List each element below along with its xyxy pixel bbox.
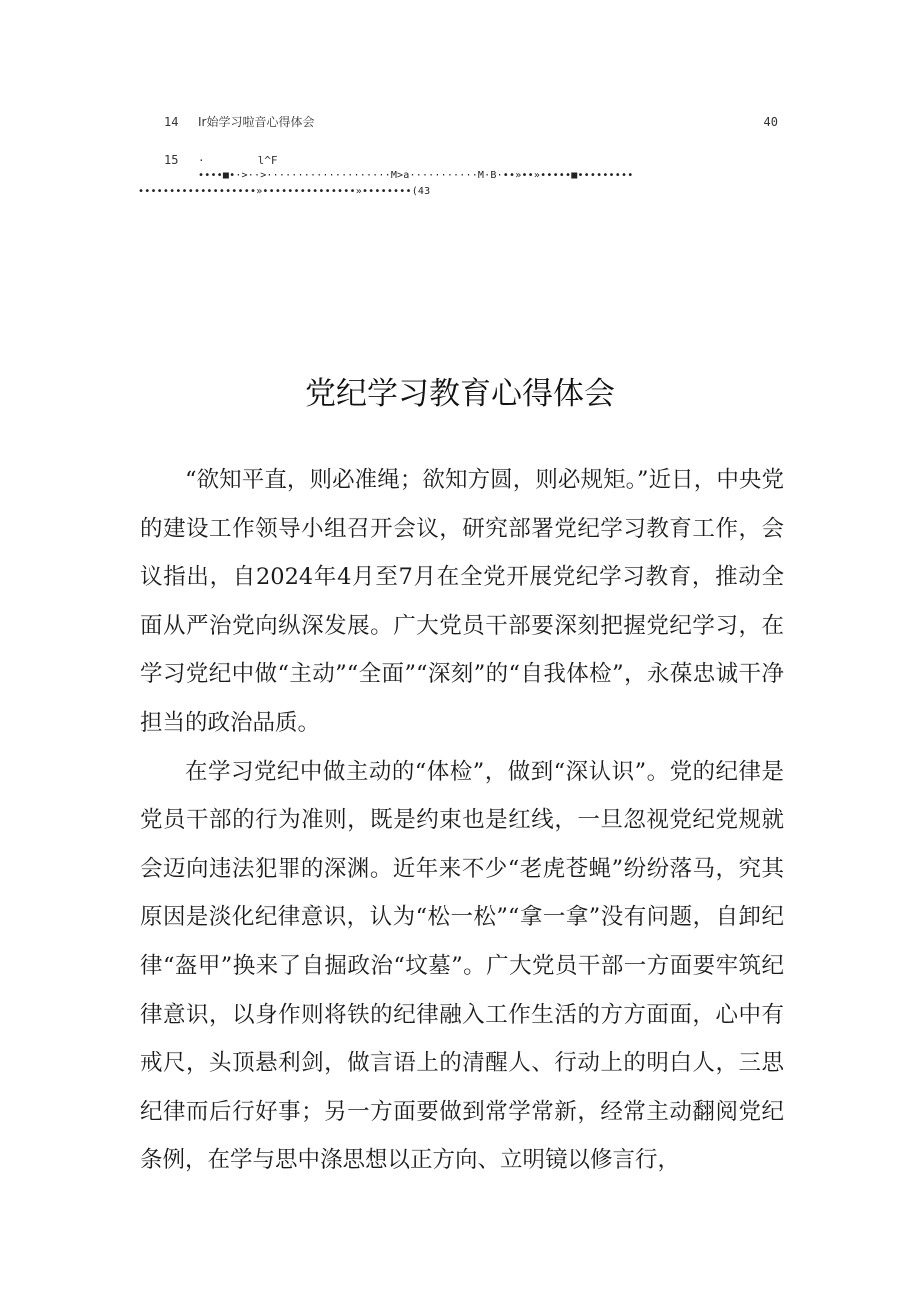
toc-entry[interactable] (164, 152, 784, 168)
article-body (140, 456, 784, 1185)
toc-entry-number: 14 (164, 115, 179, 129)
article-paragraph: 在学习党纪中做主动的“体检”，做到“深认识”。党的纪律是党员干部的行为准则，既是约束也是红线，一旦忽视党纪党规就会迈向违法犯罪的深渊。近年来不少“老虎苍蝇”纷纷落马，究其原因是淡化纪律意识，认为“松一松”“拿一拿”没有问题，自卸纪律“盔甲”换来了自掘政治“坟墓”。广大党员干部一方面要牢筑纪律意识，以身作则将铁的纪律融入工作生活的方方面面，心中有戒尺，头顶悬利剑，做言语上的清醒人、行动上的明白人，三思纪律而后行好事；另一方面要做到常学常新，经常主动翻阅党纪条例，在学与思中涤思想以正方向、立明镜以修言行， (140, 758, 784, 1174)
article-title: 党纪学习教育心得体会 (305, 376, 615, 412)
toc-entry-title: · l^F (198, 154, 278, 167)
toc-leader-line: •••••••••••••••••••»•••••••••••••••»••••••••(43 (138, 186, 431, 197)
article-paragraph: “欲知平直，则必准绳；欲知方圆，则必规矩。”近日，中央党的建设工作领导小组召开会议，研究部署党纪学习教育工作，会议指出，自2024年4月至7月在全党开展党纪学习教育，推动全面从严治党向纵深发展。广大党员干部要深刻把握党纪学习，在学习党纪中做“主动”“全面”“深刻”的“自我体检”，永葆忠诚干净担当的政治品质。 (140, 467, 784, 736)
toc-leader-line: ••••■•·>··>····················M>a···········M·B·••»••»•••••■••••••••• (198, 170, 634, 181)
table-of-contents (138, 110, 784, 200)
toc-entry[interactable] (164, 110, 784, 134)
toc-entry-page: 40 (763, 115, 778, 129)
toc-entry-title: Ir始学习啦音心得体会 (198, 115, 315, 129)
toc-entry-number: 15 (164, 153, 179, 167)
